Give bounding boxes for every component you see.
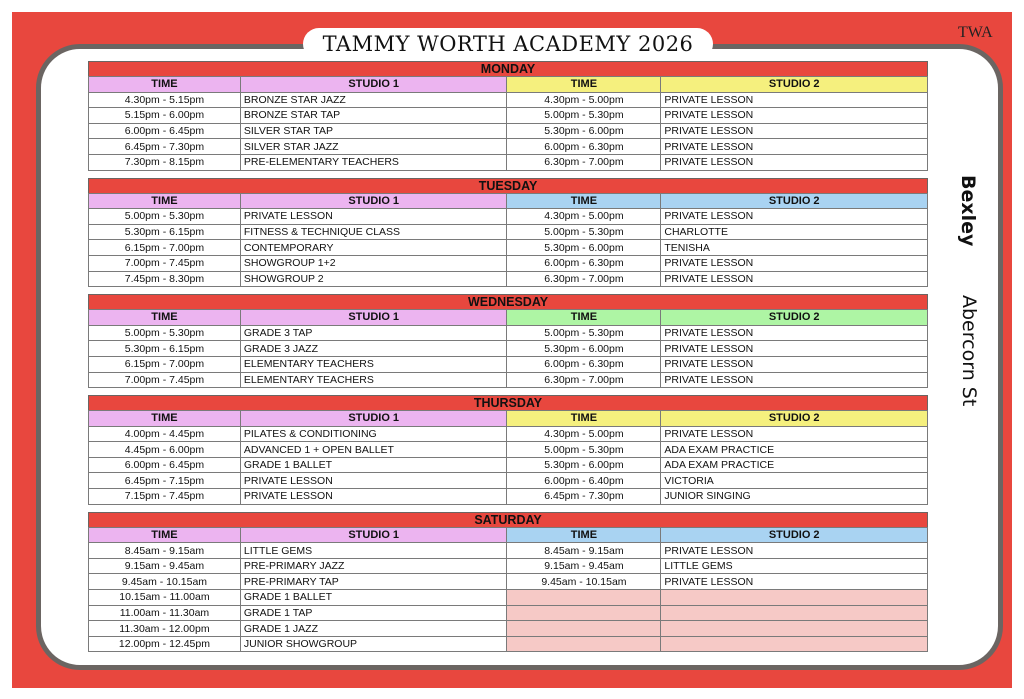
studio1-class-cell: GRADE 3 JAZZ bbox=[240, 341, 507, 357]
table-row bbox=[89, 590, 928, 606]
day-section-saturday bbox=[88, 512, 928, 653]
studio1-class-cell: LITTLE GEMS bbox=[240, 543, 507, 559]
studio2-header: STUDIO 2 bbox=[661, 310, 928, 326]
studio2-time-cell: 5.30pm - 6.00pm bbox=[507, 457, 661, 473]
time-header: TIME bbox=[507, 411, 661, 427]
studio1-time-cell: 6.15pm - 7.00pm bbox=[89, 356, 241, 372]
page-title: TAMMY WORTH ACADEMY 2026 bbox=[303, 28, 713, 60]
studio2-class-cell bbox=[661, 621, 928, 637]
studio1-time-cell: 6.00pm - 6.45pm bbox=[89, 457, 241, 473]
studio2-class-cell bbox=[661, 590, 928, 606]
table-row bbox=[89, 636, 928, 652]
studio1-class-cell: ELEMENTARY TEACHERS bbox=[240, 356, 507, 372]
studio1-header: STUDIO 1 bbox=[240, 527, 507, 543]
table-row bbox=[89, 558, 928, 574]
table-row bbox=[89, 621, 928, 637]
studio2-class-cell: PRIVATE LESSON bbox=[661, 325, 928, 341]
studio2-time-cell: 6.30pm - 7.00pm bbox=[507, 372, 661, 388]
time-header: TIME bbox=[89, 310, 241, 326]
studio2-time-cell: 6.00pm - 6.30pm bbox=[507, 255, 661, 271]
studio1-class-cell: BRONZE STAR TAP bbox=[240, 108, 507, 124]
day-section-wednesday bbox=[88, 294, 928, 388]
table-row bbox=[89, 543, 928, 559]
studio2-class-cell: CHARLOTTE bbox=[661, 224, 928, 240]
table-row bbox=[89, 605, 928, 621]
studio2-header: STUDIO 2 bbox=[661, 193, 928, 209]
studio1-class-cell: PRIVATE LESSON bbox=[240, 489, 507, 505]
studio1-class-cell: GRADE 1 BALLET bbox=[240, 457, 507, 473]
day-section-thursday bbox=[88, 395, 928, 505]
studio1-time-cell: 11.30am - 12.00pm bbox=[89, 621, 241, 637]
studio1-class-cell: GRADE 1 JAZZ bbox=[240, 621, 507, 637]
studio1-class-cell: SHOWGROUP 1+2 bbox=[240, 255, 507, 271]
studio2-time-cell bbox=[507, 621, 661, 637]
table-row bbox=[89, 92, 928, 108]
studio2-class-cell: PRIVATE LESSON bbox=[661, 209, 928, 225]
time-header: TIME bbox=[89, 77, 241, 93]
studio1-class-cell: SILVER STAR TAP bbox=[240, 123, 507, 139]
studio2-time-cell: 9.45am - 10.15am bbox=[507, 574, 661, 590]
table-row bbox=[89, 209, 928, 225]
studio2-class-cell bbox=[661, 636, 928, 652]
studio2-class-cell: PRIVATE LESSON bbox=[661, 426, 928, 442]
header-row bbox=[89, 193, 928, 209]
studio1-time-cell: 4.00pm - 4.45pm bbox=[89, 426, 241, 442]
studio1-time-cell: 5.30pm - 6.15pm bbox=[89, 224, 241, 240]
table-row bbox=[89, 457, 928, 473]
studio2-time-cell: 5.30pm - 6.00pm bbox=[507, 123, 661, 139]
studio1-class-cell: PRE-ELEMENTARY TEACHERS bbox=[240, 154, 507, 170]
table-row bbox=[89, 442, 928, 458]
studio2-class-cell: PRIVATE LESSON bbox=[661, 108, 928, 124]
studio1-time-cell: 4.45pm - 6.00pm bbox=[89, 442, 241, 458]
studio2-time-cell: 5.30pm - 6.00pm bbox=[507, 341, 661, 357]
header-row bbox=[89, 77, 928, 93]
street-label: Abercorn St bbox=[958, 295, 980, 407]
studio2-time-cell bbox=[507, 636, 661, 652]
table-row bbox=[89, 139, 928, 155]
studio2-class-cell bbox=[661, 605, 928, 621]
studio2-time-cell: 6.00pm - 6.30pm bbox=[507, 356, 661, 372]
studio1-class-cell: FITNESS & TECHNIQUE CLASS bbox=[240, 224, 507, 240]
studio1-time-cell: 9.15am - 9.45am bbox=[89, 558, 241, 574]
studio2-class-cell: PRIVATE LESSON bbox=[661, 356, 928, 372]
table-row bbox=[89, 325, 928, 341]
time-header: TIME bbox=[507, 77, 661, 93]
studio2-time-cell: 6.30pm - 7.00pm bbox=[507, 154, 661, 170]
studio1-header: STUDIO 1 bbox=[240, 77, 507, 93]
studio1-time-cell: 6.00pm - 6.45pm bbox=[89, 123, 241, 139]
studio1-time-cell: 5.00pm - 5.30pm bbox=[89, 209, 241, 225]
time-header: TIME bbox=[507, 310, 661, 326]
studio1-time-cell: 9.45am - 10.15am bbox=[89, 574, 241, 590]
studio1-class-cell: PRIVATE LESSON bbox=[240, 473, 507, 489]
studio2-time-cell bbox=[507, 590, 661, 606]
studio1-time-cell: 4.30pm - 5.15pm bbox=[89, 92, 241, 108]
day-table bbox=[88, 527, 928, 653]
studio1-class-cell: PRIVATE LESSON bbox=[240, 209, 507, 225]
day-heading: MONDAY bbox=[88, 61, 928, 76]
studio1-time-cell: 10.15am - 11.00am bbox=[89, 590, 241, 606]
table-row bbox=[89, 224, 928, 240]
day-heading: SATURDAY bbox=[88, 512, 928, 527]
studio2-time-cell: 5.00pm - 5.30pm bbox=[507, 442, 661, 458]
studio1-class-cell: PRE-PRIMARY JAZZ bbox=[240, 558, 507, 574]
studio1-class-cell: JUNIOR SHOWGROUP bbox=[240, 636, 507, 652]
studio2-class-cell: ADA EXAM PRACTICE bbox=[661, 442, 928, 458]
table-row bbox=[89, 473, 928, 489]
studio1-class-cell: GRADE 1 BALLET bbox=[240, 590, 507, 606]
studio1-class-cell: GRADE 1 TAP bbox=[240, 605, 507, 621]
studio1-time-cell: 6.45pm - 7.30pm bbox=[89, 139, 241, 155]
studio2-time-cell: 6.45pm - 7.30pm bbox=[507, 489, 661, 505]
studio2-time-cell: 8.45am - 9.15am bbox=[507, 543, 661, 559]
table-row bbox=[89, 341, 928, 357]
day-table bbox=[88, 309, 928, 388]
day-table bbox=[88, 193, 928, 288]
studio1-class-cell: PRE-PRIMARY TAP bbox=[240, 574, 507, 590]
studio2-class-cell: JUNIOR SINGING bbox=[661, 489, 928, 505]
table-row bbox=[89, 108, 928, 124]
studio1-class-cell: ADVANCED 1 + OPEN BALLET bbox=[240, 442, 507, 458]
studio1-time-cell: 8.45am - 9.15am bbox=[89, 543, 241, 559]
studio1-time-cell: 5.15pm - 6.00pm bbox=[89, 108, 241, 124]
header-row bbox=[89, 411, 928, 427]
studio2-time-cell: 5.00pm - 5.30pm bbox=[507, 224, 661, 240]
studio2-time-cell bbox=[507, 605, 661, 621]
studio2-class-cell: PRIVATE LESSON bbox=[661, 139, 928, 155]
studio2-header: STUDIO 2 bbox=[661, 527, 928, 543]
studio1-time-cell: 7.45pm - 8.30pm bbox=[89, 271, 241, 287]
studio2-header: STUDIO 2 bbox=[661, 411, 928, 427]
studio1-header: STUDIO 1 bbox=[240, 411, 507, 427]
studio2-class-cell: PRIVATE LESSON bbox=[661, 255, 928, 271]
studio2-time-cell: 5.00pm - 5.30pm bbox=[507, 325, 661, 341]
studio1-time-cell: 7.00pm - 7.45pm bbox=[89, 372, 241, 388]
day-section-tuesday bbox=[88, 178, 928, 288]
studio2-class-cell: ADA EXAM PRACTICE bbox=[661, 457, 928, 473]
time-header: TIME bbox=[507, 527, 661, 543]
studio2-time-cell: 5.30pm - 6.00pm bbox=[507, 240, 661, 256]
studio2-class-cell: PRIVATE LESSON bbox=[661, 154, 928, 170]
studio2-time-cell: 4.30pm - 5.00pm bbox=[507, 92, 661, 108]
table-row bbox=[89, 255, 928, 271]
studio1-class-cell: SHOWGROUP 2 bbox=[240, 271, 507, 287]
time-header: TIME bbox=[89, 527, 241, 543]
studio2-class-cell: PRIVATE LESSON bbox=[661, 341, 928, 357]
schedule bbox=[88, 61, 928, 659]
studio2-time-cell: 6.30pm - 7.00pm bbox=[507, 271, 661, 287]
studio1-class-cell: ELEMENTARY TEACHERS bbox=[240, 372, 507, 388]
studio2-class-cell: LITTLE GEMS bbox=[661, 558, 928, 574]
studio2-time-cell: 9.15am - 9.45am bbox=[507, 558, 661, 574]
studio1-header: STUDIO 1 bbox=[240, 310, 507, 326]
studio2-class-cell: PRIVATE LESSON bbox=[661, 92, 928, 108]
studio1-class-cell: CONTEMPORARY bbox=[240, 240, 507, 256]
logo: TWA bbox=[958, 24, 993, 41]
studio1-class-cell: PILATES & CONDITIONING bbox=[240, 426, 507, 442]
day-heading: THURSDAY bbox=[88, 395, 928, 410]
table-row bbox=[89, 123, 928, 139]
studio1-time-cell: 7.30pm - 8.15pm bbox=[89, 154, 241, 170]
studio1-class-cell: GRADE 3 TAP bbox=[240, 325, 507, 341]
studio2-class-cell: PRIVATE LESSON bbox=[661, 271, 928, 287]
studio1-time-cell: 11.00am - 11.30am bbox=[89, 605, 241, 621]
header-row bbox=[89, 527, 928, 543]
time-header: TIME bbox=[507, 193, 661, 209]
table-row bbox=[89, 426, 928, 442]
studio2-class-cell: PRIVATE LESSON bbox=[661, 543, 928, 559]
day-section-monday bbox=[88, 61, 928, 171]
studio1-header: STUDIO 1 bbox=[240, 193, 507, 209]
studio2-class-cell: PRIVATE LESSON bbox=[661, 123, 928, 139]
day-heading: TUESDAY bbox=[88, 178, 928, 193]
studio1-time-cell: 7.15pm - 7.45pm bbox=[89, 489, 241, 505]
location-label: Bexley bbox=[957, 175, 979, 247]
header-row bbox=[89, 310, 928, 326]
table-row bbox=[89, 271, 928, 287]
day-table bbox=[88, 76, 928, 171]
table-row bbox=[89, 489, 928, 505]
table-row bbox=[89, 154, 928, 170]
studio1-time-cell: 6.15pm - 7.00pm bbox=[89, 240, 241, 256]
table-row bbox=[89, 574, 928, 590]
studio2-class-cell: PRIVATE LESSON bbox=[661, 372, 928, 388]
studio2-time-cell: 4.30pm - 5.00pm bbox=[507, 426, 661, 442]
studio1-time-cell: 7.00pm - 7.45pm bbox=[89, 255, 241, 271]
table-row bbox=[89, 240, 928, 256]
time-header: TIME bbox=[89, 193, 241, 209]
studio2-time-cell: 6.00pm - 6.40pm bbox=[507, 473, 661, 489]
studio1-class-cell: SILVER STAR JAZZ bbox=[240, 139, 507, 155]
studio1-time-cell: 5.00pm - 5.30pm bbox=[89, 325, 241, 341]
studio2-time-cell: 6.00pm - 6.30pm bbox=[507, 139, 661, 155]
studio2-class-cell: VICTORIA bbox=[661, 473, 928, 489]
time-header: TIME bbox=[89, 411, 241, 427]
studio2-time-cell: 5.00pm - 5.30pm bbox=[507, 108, 661, 124]
studio1-time-cell: 12.00pm - 12.45pm bbox=[89, 636, 241, 652]
day-heading: WEDNESDAY bbox=[88, 294, 928, 309]
studio2-header: STUDIO 2 bbox=[661, 77, 928, 93]
day-table bbox=[88, 410, 928, 505]
studio1-class-cell: BRONZE STAR JAZZ bbox=[240, 92, 507, 108]
studio2-class-cell: TENISHA bbox=[661, 240, 928, 256]
studio2-class-cell: PRIVATE LESSON bbox=[661, 574, 928, 590]
studio1-time-cell: 6.45pm - 7.15pm bbox=[89, 473, 241, 489]
table-row bbox=[89, 372, 928, 388]
table-row bbox=[89, 356, 928, 372]
studio1-time-cell: 5.30pm - 6.15pm bbox=[89, 341, 241, 357]
studio2-time-cell: 4.30pm - 5.00pm bbox=[507, 209, 661, 225]
